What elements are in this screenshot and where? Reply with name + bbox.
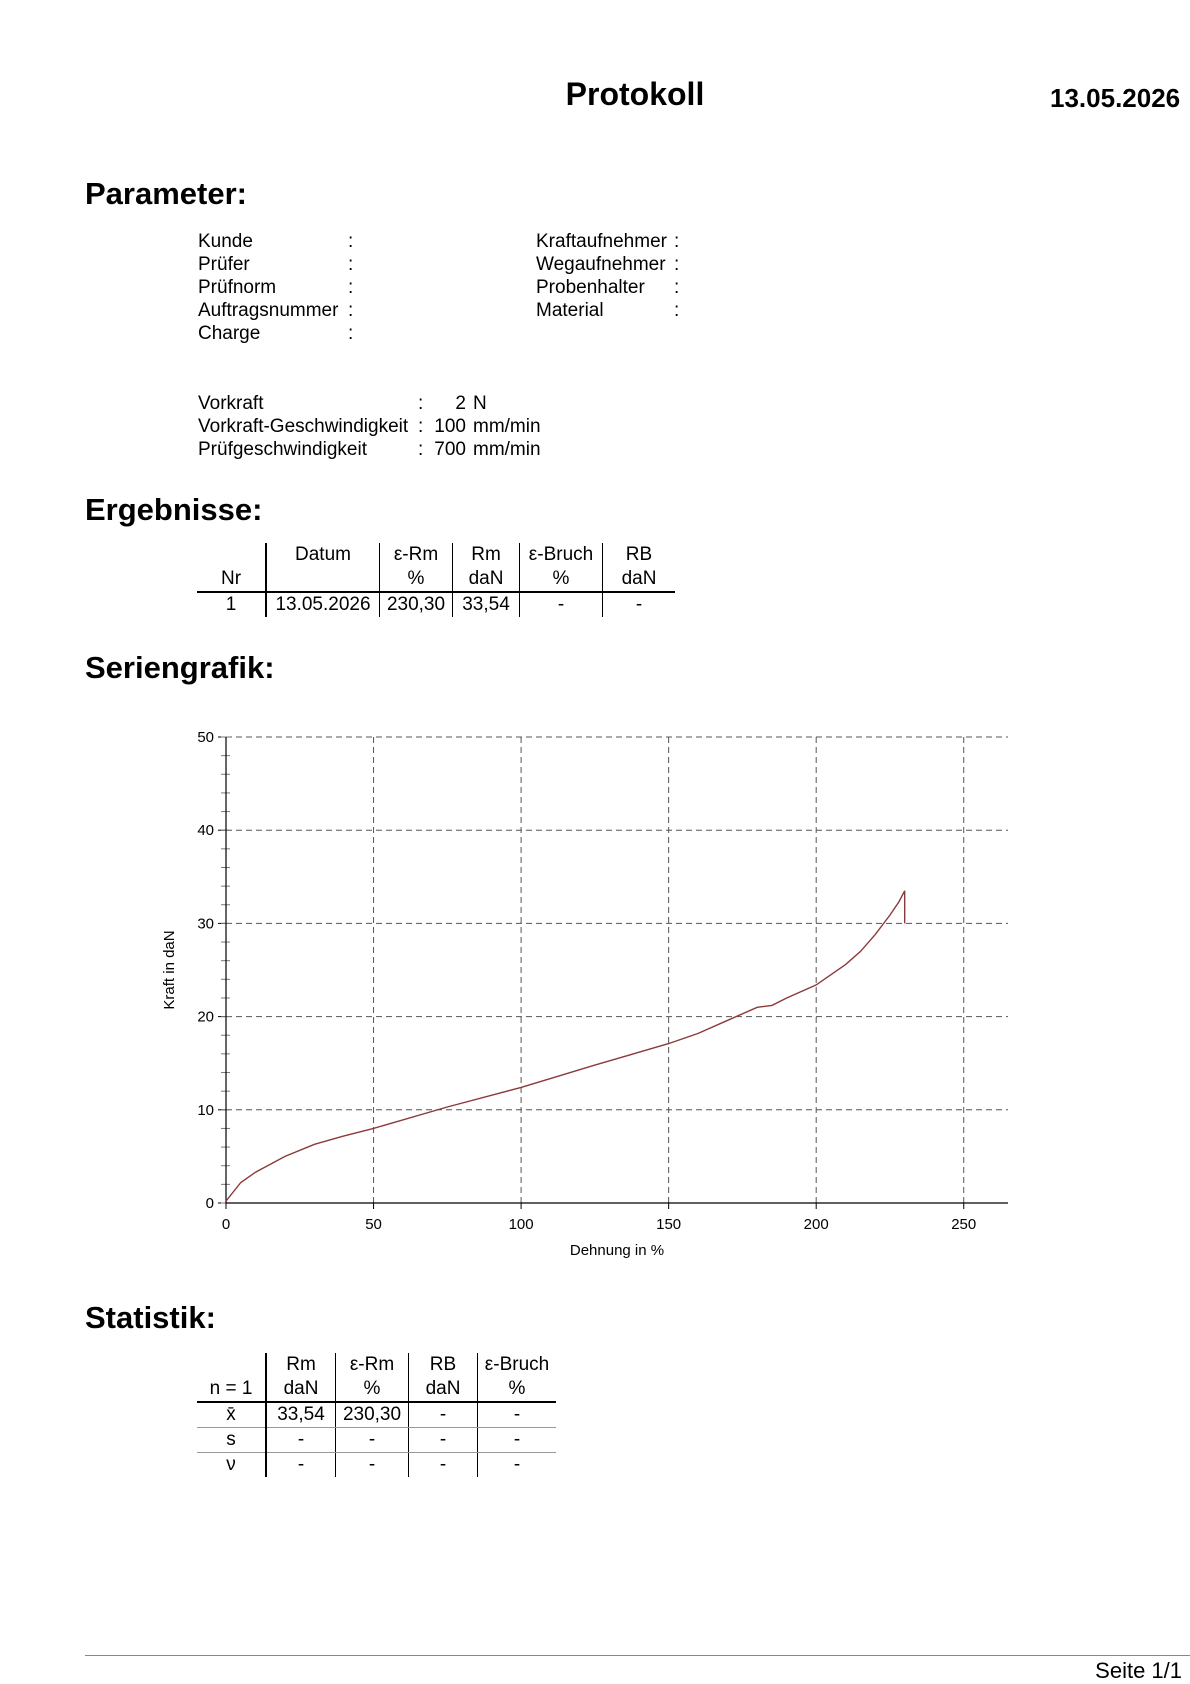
setting-value: 100 bbox=[434, 416, 466, 437]
param-colon: : bbox=[674, 254, 680, 275]
col-rm-name: Rm bbox=[453, 543, 520, 567]
statistik-heading: Statistik: bbox=[85, 1300, 216, 1335]
stat-cell: - bbox=[266, 1428, 336, 1453]
stat-col-name: ε-Bruch bbox=[478, 1353, 557, 1377]
setting-colon: : bbox=[418, 416, 424, 437]
page-number: Seite 1/1 bbox=[1095, 1658, 1182, 1683]
x-axis-label: Dehnung in % bbox=[569, 1242, 665, 1259]
footer-divider bbox=[85, 1655, 1190, 1656]
results-unit-row bbox=[197, 567, 675, 592]
param-colon: : bbox=[674, 300, 680, 321]
x-tick-label: 250 bbox=[951, 1216, 977, 1233]
y-axis-label: Kraft in daN bbox=[161, 930, 178, 1010]
results-table bbox=[197, 543, 675, 617]
setting-value: 2 bbox=[455, 393, 466, 414]
y-tick-label: 30 bbox=[197, 915, 214, 933]
stat-col-unit: daN bbox=[409, 1377, 478, 1402]
stat-cell: - bbox=[409, 1453, 478, 1478]
param-label: Prüfnorm bbox=[198, 277, 277, 298]
param-label: Charge bbox=[198, 323, 261, 344]
col-erm-name: ε-Rm bbox=[380, 543, 453, 567]
x-tick-label: 200 bbox=[803, 1216, 829, 1233]
table-row bbox=[197, 1428, 556, 1453]
param-colon: : bbox=[674, 231, 680, 252]
stats-n-label: n = 1 bbox=[197, 1377, 266, 1402]
stat-col-unit: % bbox=[336, 1377, 409, 1402]
ergebnisse-heading: Ergebnisse: bbox=[85, 492, 263, 527]
cell-ebruch: - bbox=[520, 592, 603, 617]
y-tick-label: 50 bbox=[197, 729, 214, 746]
stats-corner bbox=[197, 1353, 266, 1377]
stat-col-unit: daN bbox=[266, 1377, 336, 1402]
stat-cell: 33,54 bbox=[266, 1402, 336, 1428]
col-erm-unit: % bbox=[380, 567, 453, 592]
param-label: Kraftaufnehmer bbox=[536, 231, 667, 252]
param-label: Auftragsnummer bbox=[198, 300, 339, 321]
cell-nr: 1 bbox=[225, 594, 237, 615]
setting-colon: : bbox=[418, 439, 424, 460]
param-colon: : bbox=[348, 323, 354, 344]
cell-rb: - bbox=[603, 592, 676, 617]
table-row bbox=[197, 592, 675, 617]
stat-row-label: s bbox=[197, 1428, 266, 1453]
stat-row-label: ν bbox=[226, 1454, 236, 1475]
stat-cell: - bbox=[478, 1402, 557, 1428]
param-colon: : bbox=[674, 277, 680, 298]
stats-header-row bbox=[197, 1353, 556, 1377]
param-label: Prüfer bbox=[198, 254, 250, 275]
x-tick-label: 100 bbox=[508, 1216, 534, 1233]
x-tick-label: 150 bbox=[656, 1216, 682, 1233]
setting-label: Vorkraft-Geschwindigkeit bbox=[198, 416, 409, 437]
col-nr-name bbox=[197, 543, 266, 567]
param-label: Material bbox=[536, 300, 604, 321]
param-colon: : bbox=[348, 254, 354, 275]
report-date: 13.05.2026 bbox=[1050, 83, 1181, 113]
setting-unit: mm/min bbox=[473, 416, 541, 437]
col-datum-unit bbox=[266, 567, 380, 592]
stat-row-label: x̄ bbox=[197, 1402, 266, 1428]
param-colon: : bbox=[348, 300, 354, 321]
col-rb-unit: daN bbox=[603, 567, 676, 592]
stat-cell: - bbox=[409, 1428, 478, 1453]
stat-cell: - bbox=[478, 1428, 557, 1453]
cell-erm: 230,30 bbox=[380, 592, 453, 617]
x-tick-label: 0 bbox=[221, 1216, 231, 1233]
param-colon: : bbox=[348, 277, 354, 298]
param-colon: : bbox=[348, 231, 354, 252]
stat-cell: - bbox=[266, 1453, 336, 1478]
stat-cell: - bbox=[409, 1402, 478, 1428]
table-row bbox=[197, 1402, 556, 1428]
y-tick-label: 10 bbox=[197, 1101, 214, 1119]
param-label: Probenhalter bbox=[536, 277, 645, 298]
setting-unit: mm/min bbox=[473, 439, 541, 460]
col-rm-unit: daN bbox=[453, 567, 520, 592]
stat-col-name: Rm bbox=[266, 1353, 336, 1377]
stat-col-unit: % bbox=[478, 1377, 557, 1402]
stat-cell: 230,30 bbox=[336, 1402, 409, 1428]
stat-col-name: RB bbox=[409, 1353, 478, 1377]
stat-cell: - bbox=[336, 1453, 409, 1478]
col-rb-name: RB bbox=[603, 543, 676, 567]
cell-datum: 13.05.2026 bbox=[266, 592, 380, 617]
stat-cell: - bbox=[336, 1428, 409, 1453]
cell-rm: 33,54 bbox=[453, 592, 520, 617]
x-tick-label: 50 bbox=[365, 1216, 382, 1233]
y-tick-label: 40 bbox=[197, 822, 214, 840]
col-ebruch-unit: % bbox=[520, 567, 603, 592]
col-datum-name: Datum bbox=[266, 543, 380, 567]
series-line bbox=[226, 891, 905, 1201]
setting-value: 700 bbox=[434, 439, 466, 460]
param-label: Kunde bbox=[198, 231, 253, 252]
stats-unit-row bbox=[197, 1377, 556, 1402]
force-elongation-chart bbox=[140, 720, 1020, 1270]
setting-label: Vorkraft bbox=[198, 393, 264, 414]
seriengrafik-heading: Seriengrafik: bbox=[85, 650, 275, 685]
table-row bbox=[197, 1453, 556, 1478]
y-tick-label: 20 bbox=[197, 1008, 214, 1026]
y-tick-label: 0 bbox=[205, 1195, 214, 1212]
col-nr-header: Nr bbox=[197, 567, 266, 592]
setting-unit: N bbox=[473, 393, 487, 414]
col-ebruch-name: ε-Bruch bbox=[520, 543, 603, 567]
stat-cell: - bbox=[478, 1453, 557, 1478]
stat-col-name: ε-Rm bbox=[336, 1353, 409, 1377]
parameter-heading: Parameter: bbox=[85, 176, 247, 211]
setting-colon: : bbox=[418, 393, 424, 414]
param-label: Wegaufnehmer bbox=[536, 254, 666, 275]
statistics-table bbox=[197, 1353, 556, 1477]
page-title: Protokoll bbox=[565, 76, 705, 112]
setting-label: Prüfgeschwindigkeit bbox=[198, 439, 367, 460]
results-header-row bbox=[197, 543, 675, 567]
